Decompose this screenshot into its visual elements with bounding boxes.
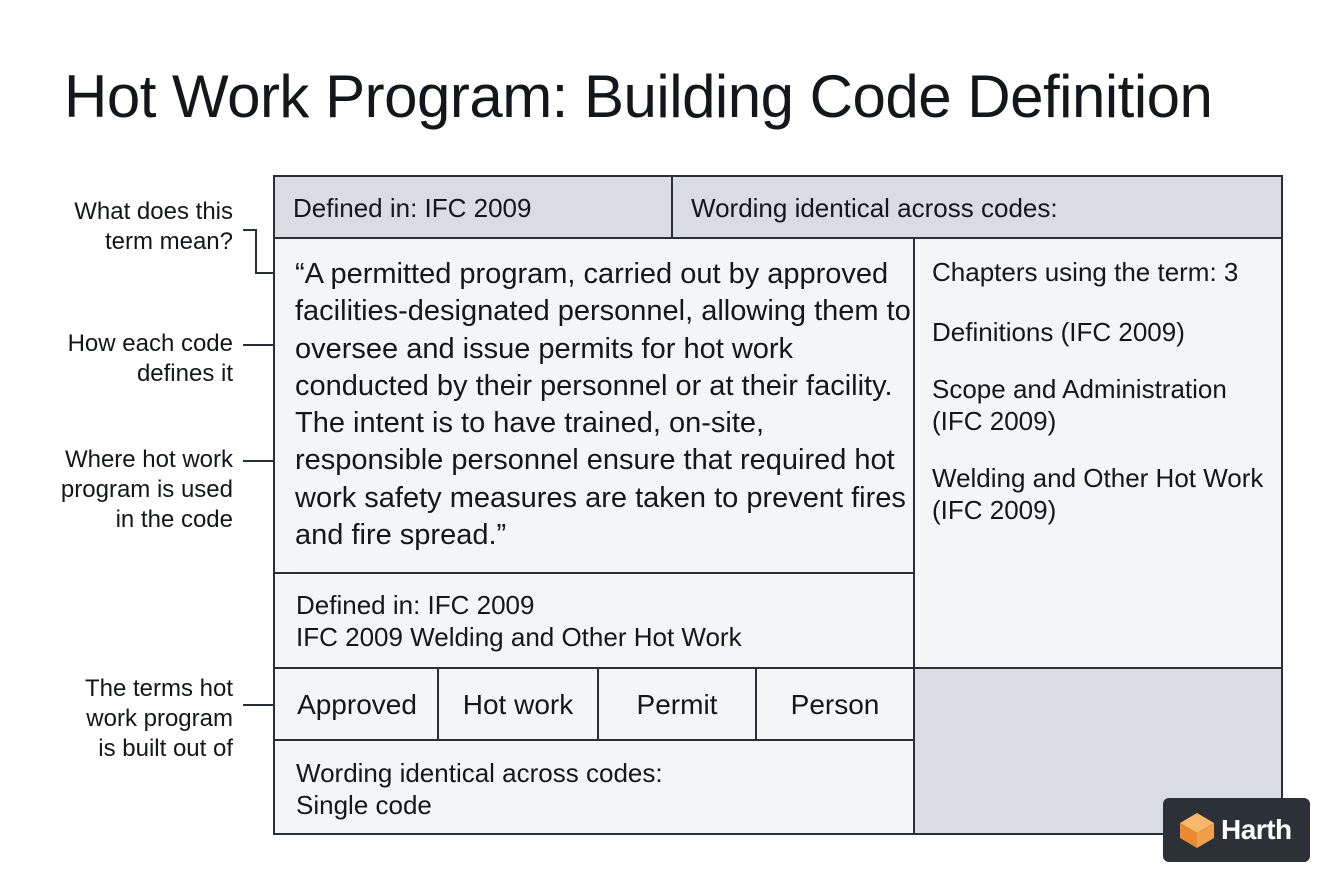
wording-footer-label: Wording identical across codes: <box>296 758 663 788</box>
annotation-definition: How each code defines it <box>67 330 233 387</box>
header-defined-label: Defined in: IFC 2009 <box>293 193 532 223</box>
term-label: Person <box>790 689 880 720</box>
chapters-cell <box>915 239 1281 669</box>
chapter-item: Welding and Other Hot Work (IFC 2009) <box>932 463 1264 525</box>
annotation-usage: Where hot work program is used in the code <box>60 446 233 533</box>
term-permit <box>599 669 757 741</box>
header-defined-cell <box>275 177 673 239</box>
usage-cell <box>275 574 915 669</box>
header-wording-cell <box>673 177 1281 239</box>
page-title: Hot Work Program: Building Code Definition <box>64 63 1213 130</box>
logo-text: Harth <box>1221 814 1292 845</box>
chapter-item: Definitions (IFC 2009) <box>932 317 1185 347</box>
term-hot-work <box>439 669 599 741</box>
term-person <box>757 669 915 741</box>
definition-cell <box>275 239 915 574</box>
annotation-terms: The terms hot work program is built out of <box>84 675 233 762</box>
annotation-meaning: What does this term mean? <box>74 198 233 255</box>
definition-table <box>273 175 1283 835</box>
term-label: Hot work <box>462 689 574 720</box>
wording-footer-value: Single code <box>296 790 432 820</box>
wording-footer-cell <box>275 741 915 833</box>
term-approved <box>275 669 439 741</box>
usage-chapter: IFC 2009 Welding and Other Hot Work <box>296 622 742 652</box>
usage-defined: Defined in: IFC 2009 <box>296 590 535 620</box>
term-label: Approved <box>297 689 417 720</box>
chapters-count: Chapters using the term: 3 <box>932 257 1239 287</box>
definition-text: “A permitted program, carried out by approved facilities-designated personnel, allowing them to oversee and issue permits for hot work conducted by their personnel or at their facility. The intent is to have trained, on-site, responsible personnel ensure that required hot work safety measures are taken to prevent fires and fire spread.” <box>295 258 911 552</box>
term-label: Permit <box>636 689 718 720</box>
house-cube-icon <box>1177 810 1217 850</box>
header-wording-label: Wording identical across codes: <box>691 193 1058 223</box>
chapter-item: Scope and Administration (IFC 2009) <box>932 374 1227 436</box>
harth-logo <box>1163 798 1310 862</box>
